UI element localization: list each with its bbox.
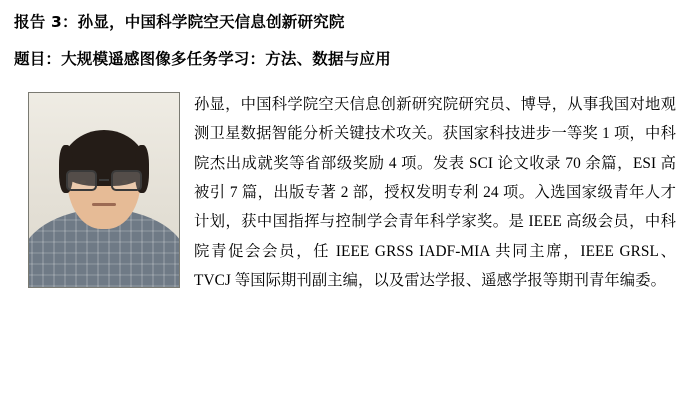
glasses-lens-left [66,170,97,191]
glasses-lens-right [111,170,142,191]
report-heading: 报告 3：孙显，中国科学院空天信息创新研究院 [14,13,345,31]
speaker-portrait-image [28,92,180,288]
bio-section [14,90,678,296]
glasses-icon [64,170,144,192]
portrait-mouth [92,203,116,206]
title-heading: 题目：大规模遥感图像多任务学习：方法、数据与应用 [14,49,391,68]
glasses-bridge [99,179,109,181]
bio-paragraph: 孙显，中国科学院空天信息创新研究院研究员、博导，从事我国对地观测卫星数据智能分析关键技术攻关。获国家科技进步一等奖 1 项，中科院杰出成就奖等省部级奖励 4 项。发表 SCI 论文收录 70 余篇，ESI 高被引 7 篇，出版专著 2 部，授权发明专利 24 项。入选国家级青年人才计划，获中国指挥与控制学会青年科学家奖。是 IEEE 高级会员，中科院青促会会员，任 IEEE GRSS IADF-MIA 共同主席，IEEE GRSL、TVCJ 等国际期刊副主编，以及雷达学报、遥感学报等期刊青年编委。 [194,95,676,289]
